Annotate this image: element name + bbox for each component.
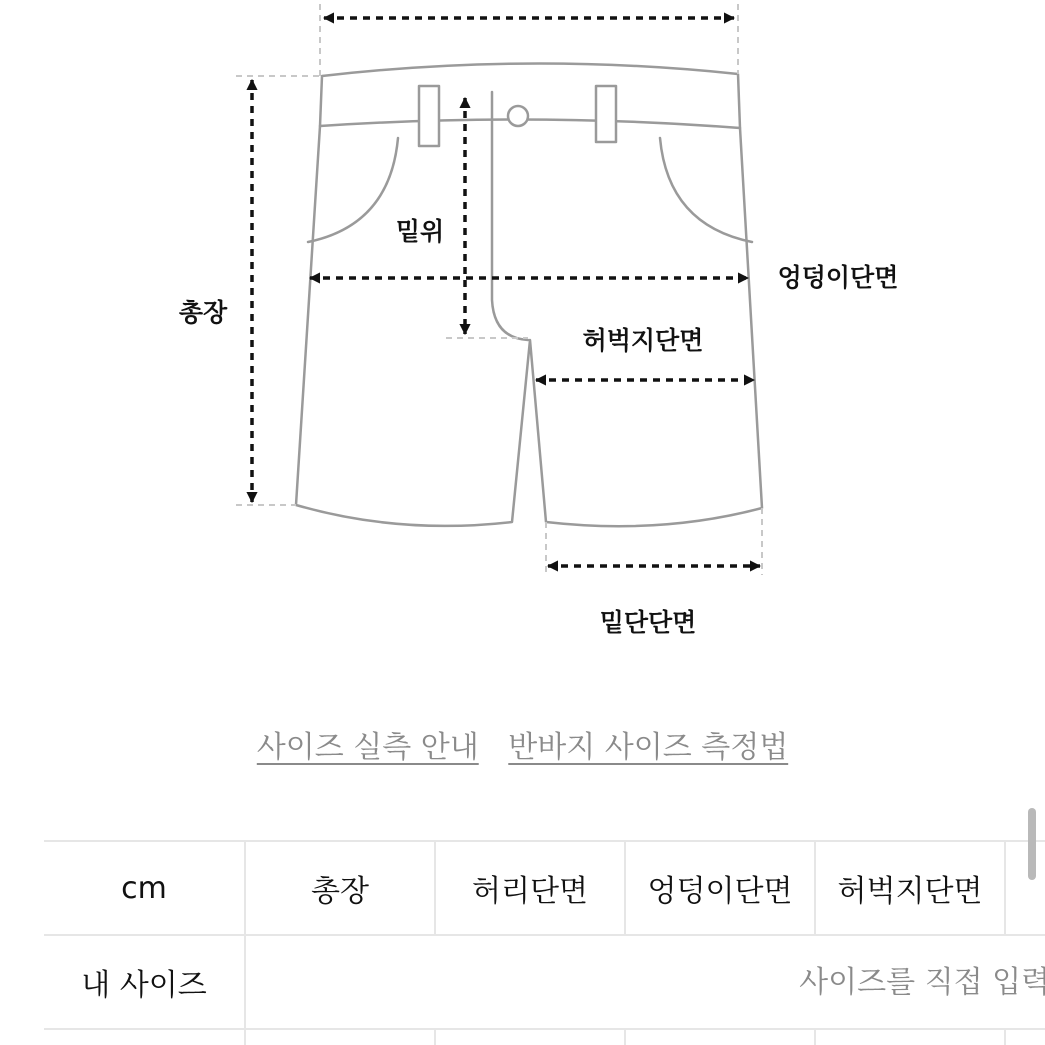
my-size-input[interactable] — [246, 964, 1045, 1001]
header-overflow — [1005, 841, 1045, 935]
waistband — [320, 63, 740, 128]
label-hem-width: 밑단단면 — [599, 608, 697, 637]
table-row-my-size — [44, 935, 1045, 1029]
size-table-container[interactable] — [44, 840, 1045, 1045]
header-waist-width: 허리단면 — [435, 841, 625, 935]
table-cell — [1005, 1029, 1045, 1045]
label-total-length: 총장 — [178, 298, 228, 327]
guide-links — [0, 722, 1045, 766]
size-guide-link[interactable]: 사이즈 실측 안내 — [256, 730, 479, 765]
my-size-input-cell[interactable] — [245, 935, 1045, 1029]
horizontal-scroll-indicator[interactable] — [1028, 808, 1036, 880]
table-header-row — [44, 841, 1045, 935]
shorts-outline — [296, 63, 762, 526]
table-cell — [815, 1029, 1005, 1045]
waist-button — [508, 106, 528, 126]
fly-line — [492, 92, 528, 340]
header-thigh-width: 허벅지단면 — [815, 841, 1005, 935]
label-hip-width: 엉덩이단면 — [777, 263, 899, 292]
header-hip-width: 엉덩이단면 — [625, 841, 815, 935]
belt-loop-right — [596, 86, 616, 142]
label-thigh-width: 허벅지단면 — [582, 326, 704, 355]
table-row — [44, 1029, 1045, 1045]
size-table — [44, 840, 1045, 1045]
measure-guide-link[interactable]: 반바지 사이즈 측정법 — [508, 730, 789, 765]
belt-loop-left — [419, 86, 439, 146]
table-cell — [44, 1029, 245, 1045]
table-cell — [625, 1029, 815, 1045]
my-size-label: 내 사이즈 — [44, 935, 245, 1029]
table-cell — [435, 1029, 625, 1045]
header-total-length: 총장 — [245, 841, 435, 935]
pocket-right — [660, 138, 752, 242]
label-rise: 밑위 — [395, 217, 445, 246]
table-cell — [245, 1029, 435, 1045]
pocket-left — [308, 138, 398, 242]
header-unit: cm — [44, 841, 245, 935]
